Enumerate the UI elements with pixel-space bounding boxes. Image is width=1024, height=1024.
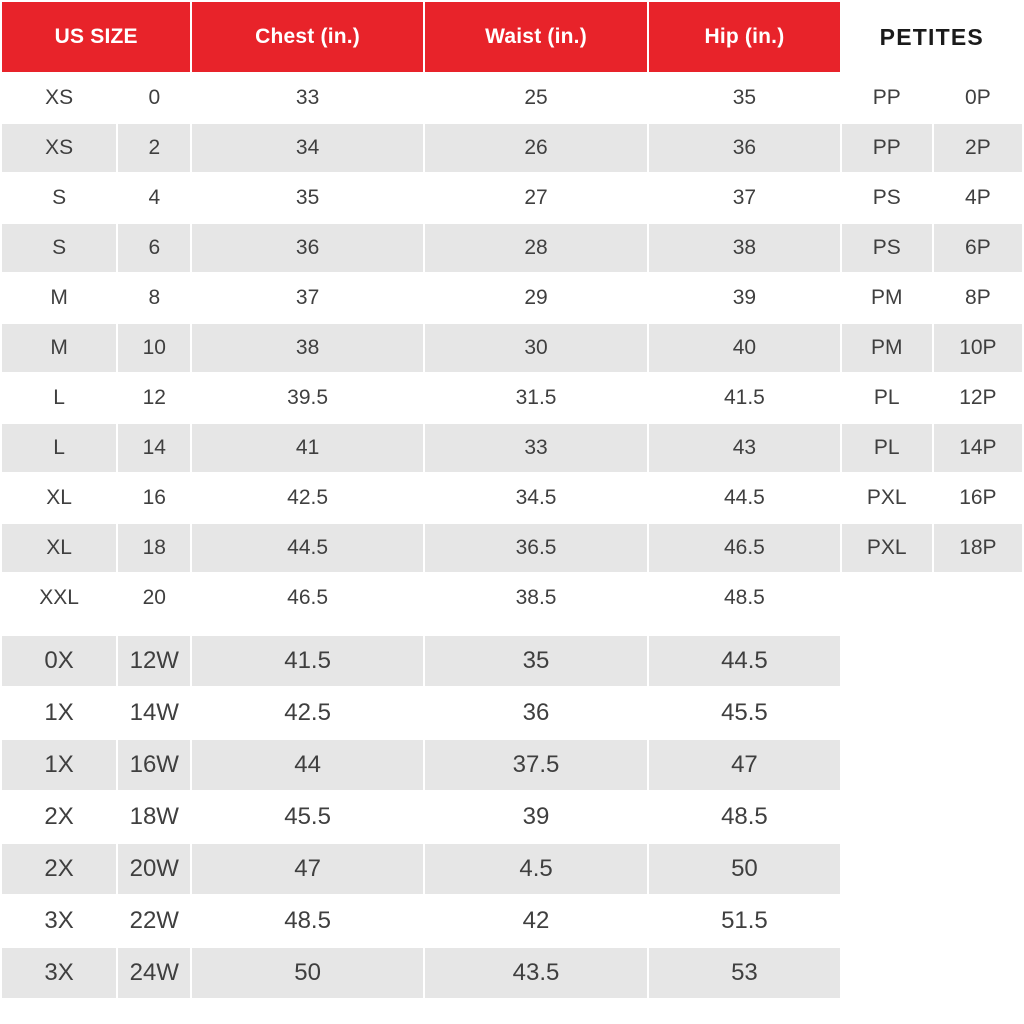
cell-petite-size <box>842 740 932 790</box>
cell-waist: 4.5 <box>425 844 647 894</box>
table-row <box>2 792 1022 842</box>
cell-chest: 50 <box>192 948 422 998</box>
cell-us-size: XS <box>2 124 116 172</box>
table-row <box>2 844 1022 894</box>
cell-chest: 34 <box>192 124 422 172</box>
cell-petite-size: PP <box>842 74 932 122</box>
cell-petite-size: PXL <box>842 524 932 572</box>
cell-petite-num <box>934 688 1022 738</box>
cell-waist: 43.5 <box>425 948 647 998</box>
cell-chest: 42.5 <box>192 474 422 522</box>
cell-chest: 33 <box>192 74 422 122</box>
cell-us-size-num: 14 <box>118 424 190 472</box>
column-header-hip: Hip (in.) <box>649 2 839 72</box>
cell-waist: 29 <box>425 274 647 322</box>
cell-hip: 44.5 <box>649 636 839 686</box>
cell-hip: 46.5 <box>649 524 839 572</box>
cell-petite-size <box>842 636 932 686</box>
cell-chest: 44 <box>192 740 422 790</box>
cell-petite-size <box>842 844 932 894</box>
cell-us-size: XS <box>2 74 116 122</box>
cell-us-size: XL <box>2 524 116 572</box>
cell-petite-size: PM <box>842 274 932 322</box>
cell-hip: 44.5 <box>649 474 839 522</box>
cell-us-size: 0X <box>2 636 116 686</box>
cell-us-size: 3X <box>2 896 116 946</box>
cell-us-size: 1X <box>2 740 116 790</box>
cell-chest: 39.5 <box>192 374 422 422</box>
cell-petite-size: PM <box>842 324 932 372</box>
cell-petite-num: 6P <box>934 224 1022 272</box>
cell-hip: 43 <box>649 424 839 472</box>
cell-petite-num <box>934 740 1022 790</box>
cell-us-size: 3X <box>2 948 116 998</box>
cell-chest: 36 <box>192 224 422 272</box>
cell-chest: 42.5 <box>192 688 422 738</box>
cell-us-size-num: 22W <box>118 896 190 946</box>
cell-us-size-num: 2 <box>118 124 190 172</box>
cell-petite-size <box>842 792 932 842</box>
cell-waist: 30 <box>425 324 647 372</box>
table-row <box>2 424 1022 472</box>
section-divider-cell <box>2 624 1022 634</box>
cell-waist: 39 <box>425 792 647 842</box>
cell-us-size-num: 6 <box>118 224 190 272</box>
table-row <box>2 524 1022 572</box>
cell-waist: 38.5 <box>425 574 647 622</box>
cell-us-size: XXL <box>2 574 116 622</box>
cell-petite-num <box>934 792 1022 842</box>
cell-hip: 48.5 <box>649 574 839 622</box>
cell-waist: 36.5 <box>425 524 647 572</box>
cell-us-size: 2X <box>2 792 116 842</box>
header-row <box>2 2 1022 72</box>
cell-petite-num <box>934 948 1022 998</box>
table-header <box>2 2 1022 72</box>
cell-waist: 37.5 <box>425 740 647 790</box>
cell-waist: 36 <box>425 688 647 738</box>
cell-waist: 34.5 <box>425 474 647 522</box>
cell-petite-size: PXL <box>842 474 932 522</box>
cell-hip: 45.5 <box>649 688 839 738</box>
cell-petite-num: 4P <box>934 174 1022 222</box>
table-row <box>2 574 1022 622</box>
cell-waist: 28 <box>425 224 647 272</box>
cell-petite-num: 0P <box>934 74 1022 122</box>
cell-us-size-num: 0 <box>118 74 190 122</box>
column-header-waist: Waist (in.) <box>425 2 647 72</box>
cell-hip: 37 <box>649 174 839 222</box>
cell-us-size-num: 14W <box>118 688 190 738</box>
table-row <box>2 174 1022 222</box>
cell-petite-size <box>842 896 932 946</box>
cell-us-size-num: 12 <box>118 374 190 422</box>
cell-us-size: M <box>2 274 116 322</box>
cell-chest: 38 <box>192 324 422 372</box>
cell-hip: 48.5 <box>649 792 839 842</box>
table-row <box>2 124 1022 172</box>
cell-us-size-num: 16W <box>118 740 190 790</box>
cell-petite-size <box>842 948 932 998</box>
table-row <box>2 636 1022 686</box>
cell-petite-size: PL <box>842 424 932 472</box>
cell-chest: 48.5 <box>192 896 422 946</box>
cell-us-size-num: 16 <box>118 474 190 522</box>
cell-hip: 50 <box>649 844 839 894</box>
cell-petite-num: 12P <box>934 374 1022 422</box>
cell-hip: 47 <box>649 740 839 790</box>
column-header-chest: Chest (in.) <box>192 2 422 72</box>
table-row <box>2 688 1022 738</box>
cell-us-size: 2X <box>2 844 116 894</box>
cell-petite-num <box>934 574 1022 622</box>
cell-us-size: S <box>2 224 116 272</box>
table-row <box>2 740 1022 790</box>
cell-chest: 44.5 <box>192 524 422 572</box>
table-row <box>2 224 1022 272</box>
cell-waist: 33 <box>425 424 647 472</box>
cell-petite-num: 14P <box>934 424 1022 472</box>
cell-us-size: L <box>2 424 116 472</box>
cell-hip: 38 <box>649 224 839 272</box>
cell-waist: 25 <box>425 74 647 122</box>
cell-us-size: L <box>2 374 116 422</box>
column-header-petites: PETITES <box>842 2 1022 72</box>
cell-us-size-num: 12W <box>118 636 190 686</box>
cell-us-size: S <box>2 174 116 222</box>
cell-us-size: M <box>2 324 116 372</box>
cell-us-size: 1X <box>2 688 116 738</box>
cell-hip: 51.5 <box>649 896 839 946</box>
table-body <box>2 74 1022 998</box>
cell-petite-size: PS <box>842 224 932 272</box>
cell-petite-num: 2P <box>934 124 1022 172</box>
table-row <box>2 74 1022 122</box>
table-row <box>2 474 1022 522</box>
cell-petite-num: 8P <box>934 274 1022 322</box>
cell-hip: 39 <box>649 274 839 322</box>
cell-us-size-num: 10 <box>118 324 190 372</box>
cell-chest: 45.5 <box>192 792 422 842</box>
cell-us-size-num: 18 <box>118 524 190 572</box>
cell-waist: 31.5 <box>425 374 647 422</box>
cell-us-size-num: 18W <box>118 792 190 842</box>
cell-us-size: XL <box>2 474 116 522</box>
cell-waist: 42 <box>425 896 647 946</box>
cell-us-size-num: 8 <box>118 274 190 322</box>
cell-waist: 27 <box>425 174 647 222</box>
column-header-us-size: US SIZE <box>2 2 190 72</box>
cell-hip: 36 <box>649 124 839 172</box>
table-row <box>2 324 1022 372</box>
table-row <box>2 274 1022 322</box>
cell-waist: 26 <box>425 124 647 172</box>
cell-hip: 35 <box>649 74 839 122</box>
cell-us-size-num: 20W <box>118 844 190 894</box>
cell-petite-num <box>934 844 1022 894</box>
cell-us-size-num: 4 <box>118 174 190 222</box>
cell-petite-size: PP <box>842 124 932 172</box>
section-divider <box>2 624 1022 634</box>
cell-petite-size: PL <box>842 374 932 422</box>
cell-petite-size: PS <box>842 174 932 222</box>
cell-petite-num <box>934 896 1022 946</box>
cell-hip: 53 <box>649 948 839 998</box>
cell-petite-num: 18P <box>934 524 1022 572</box>
cell-petite-num <box>934 636 1022 686</box>
cell-petite-size <box>842 574 932 622</box>
table-row <box>2 948 1022 998</box>
cell-petite-num: 16P <box>934 474 1022 522</box>
cell-hip: 40 <box>649 324 839 372</box>
cell-petite-num: 10P <box>934 324 1022 372</box>
cell-chest: 47 <box>192 844 422 894</box>
table-row <box>2 896 1022 946</box>
cell-chest: 41 <box>192 424 422 472</box>
cell-us-size-num: 20 <box>118 574 190 622</box>
cell-chest: 46.5 <box>192 574 422 622</box>
cell-chest: 37 <box>192 274 422 322</box>
cell-hip: 41.5 <box>649 374 839 422</box>
cell-petite-size <box>842 688 932 738</box>
table-row <box>2 374 1022 422</box>
cell-chest: 35 <box>192 174 422 222</box>
cell-chest: 41.5 <box>192 636 422 686</box>
cell-us-size-num: 24W <box>118 948 190 998</box>
cell-waist: 35 <box>425 636 647 686</box>
